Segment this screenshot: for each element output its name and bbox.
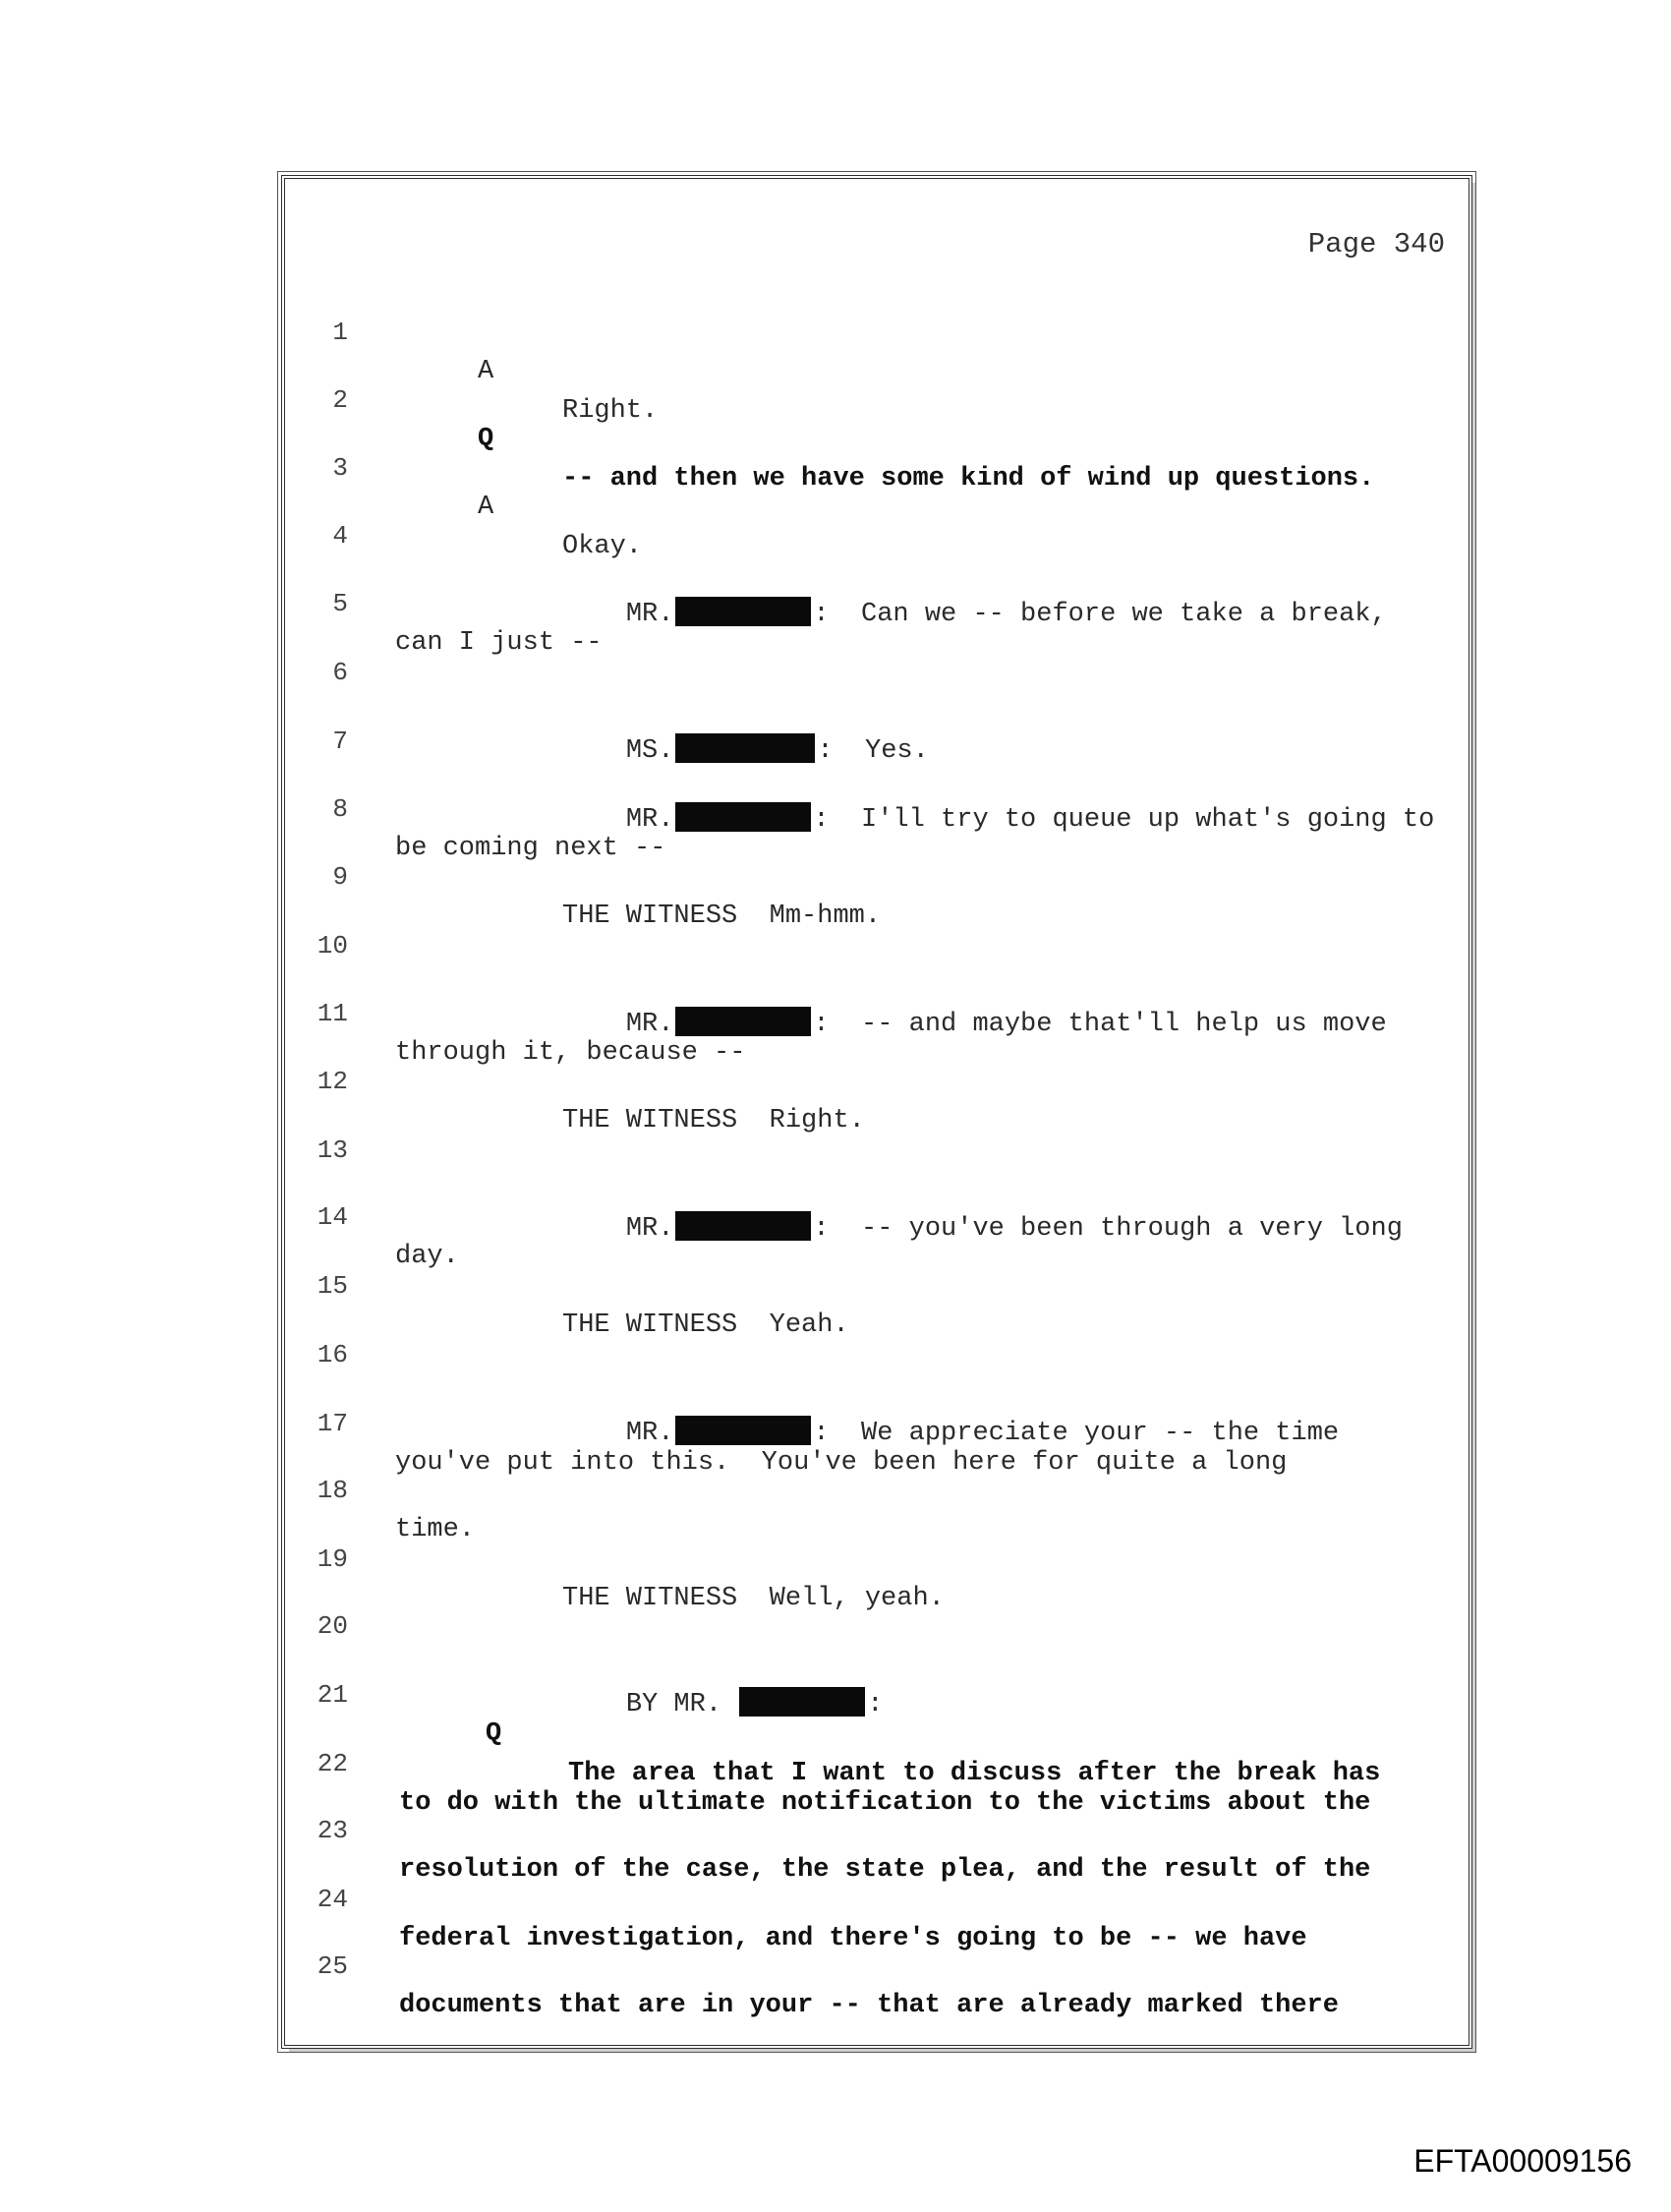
line-number: 6 (332, 658, 348, 687)
line-number: 11 (317, 999, 348, 1028)
line-text: to do with the ultimate notification to the victims about the (399, 1788, 1371, 1818)
line-text: THE WITNESS Mm-hmm. (562, 902, 882, 931)
line-number: 20 (317, 1611, 348, 1641)
transcript-line (305, 1840, 1465, 1953)
line-text: Okay. (562, 532, 643, 561)
speaker-title: MR. (625, 600, 674, 629)
line-number: 15 (317, 1271, 348, 1301)
line-number: 22 (317, 1749, 348, 1778)
line-number: 5 (332, 589, 348, 618)
speaker-title: MR. (625, 805, 674, 835)
line-text: : -- you've been through a very long (813, 1214, 1403, 1244)
speaker-marker: A (478, 357, 494, 386)
transcript-line (305, 1500, 1465, 1613)
transcript-line (305, 1431, 1465, 1544)
line-text: can I just -- (395, 628, 603, 658)
transcript-line (305, 1022, 1465, 1135)
transcript-line (305, 1907, 1465, 2020)
line-text: : I'll try to queue up what's going to (813, 805, 1435, 835)
line-text: you've put into this. You've been here for quite a long (395, 1448, 1288, 1478)
line-number: 23 (317, 1816, 348, 1845)
line-number: 2 (332, 385, 348, 415)
line-text: THE WITNESS Well, yeah. (562, 1584, 945, 1613)
line-text: day. (395, 1242, 459, 1271)
line-text: THE WITNESS Right. (562, 1106, 865, 1135)
line-number: 1 (332, 318, 348, 347)
speaker-title: MR. (625, 1214, 674, 1244)
line-number: 19 (317, 1544, 348, 1574)
line-text: : Can we -- before we take a break, (813, 600, 1387, 629)
line-text: -- and then we have some kind of wind up questions. (562, 464, 1375, 494)
speaker-title: MR. (625, 1010, 674, 1039)
line-text: resolution of the case, the state plea, and the result of the (399, 1855, 1371, 1885)
line-number: 14 (317, 1202, 348, 1232)
line-number: 10 (317, 931, 348, 960)
line-text: through it, because -- (395, 1038, 746, 1068)
line-text: documents that are in your -- that are already marked there (399, 1991, 1339, 2020)
speaker-title: MR. (625, 1419, 674, 1448)
speaker-title: MS. (625, 736, 674, 766)
line-number: 12 (317, 1067, 348, 1096)
line-number: 16 (317, 1340, 348, 1369)
line-number: 9 (332, 862, 348, 892)
line-text: : Yes. (817, 736, 929, 766)
line-text: : We appreciate your -- the time (813, 1419, 1340, 1448)
page-number: Page 340 (1307, 228, 1445, 261)
line-text: : (867, 1690, 884, 1719)
speaker-title: BY MR. (625, 1690, 722, 1719)
line-number: 17 (317, 1409, 348, 1438)
line-number: 21 (317, 1680, 348, 1710)
line-text: federal investigation, and there's going to be -- we have (399, 1924, 1307, 1953)
line-text: The area that I want to discuss after the break has (568, 1759, 1381, 1788)
transcript-line (305, 273, 1465, 426)
line-number: 24 (317, 1885, 348, 1914)
line-number: 13 (317, 1135, 348, 1165)
transcript-line (305, 818, 1465, 931)
line-number: 7 (332, 727, 348, 756)
speaker-marker: Q (486, 1719, 502, 1749)
line-text: Right. (562, 396, 659, 426)
line-text: THE WITNESS Yeah. (562, 1310, 849, 1340)
line-number: 18 (317, 1476, 348, 1505)
line-number: 25 (317, 1951, 348, 1981)
line-text: time. (395, 1515, 476, 1544)
line-number: 8 (332, 794, 348, 824)
line-text: : -- and maybe that'll help us move (813, 1010, 1387, 1039)
speaker-marker: A (478, 493, 494, 522)
transcript-line (305, 613, 1465, 766)
line-number: 4 (332, 521, 348, 551)
line-text: be coming next -- (395, 834, 666, 863)
transcript-line (305, 1227, 1465, 1340)
transcript-line (305, 1772, 1465, 1885)
speaker-marker: Q (478, 425, 494, 454)
document-id: EFTA00009156 (1413, 2143, 1632, 2179)
line-number: 3 (332, 453, 348, 483)
